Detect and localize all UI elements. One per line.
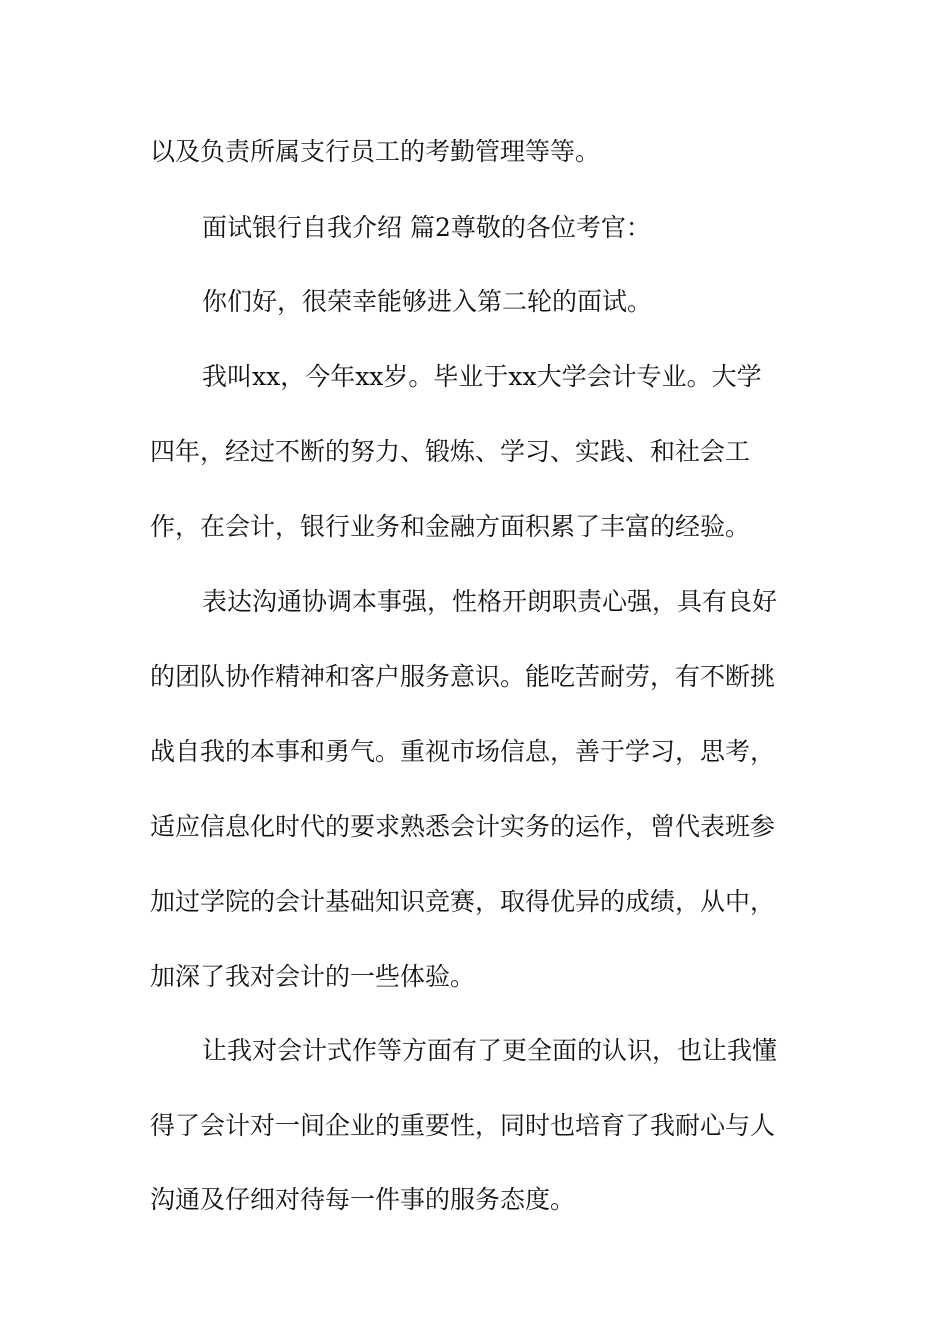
text-line: 的团队协作精神和客户服务意识。能吃苦耐劳，有不断挑	[150, 662, 776, 691]
text-line: 四年，经过不断的努力、锻炼、学习、实践、和社会工	[150, 437, 751, 466]
text-line: 沟通及仔细对待每一件事的服务态度。	[150, 1185, 576, 1214]
text-line: 我叫xx，今年xx岁。毕业于xx大学会计专业。大学	[202, 362, 762, 391]
text-line: 加过学院的会计基础知识竞赛，取得优异的成绩，从中，	[150, 887, 776, 916]
text-line: 得了会计对一间企业的重要性，同时也培育了我耐心与人	[150, 1111, 776, 1140]
text-line: 适应信息化时代的要求熟悉会计实务的运作，曾代表班参	[150, 812, 776, 841]
text-line: 你们好，很荣幸能够进入第二轮的面试。	[202, 287, 653, 316]
text-line: 以及负责所属支行员工的考勤管理等等。	[150, 137, 601, 166]
text-line: 让我对会计式作等方面有了更全面的认识，也让我懂	[202, 1036, 778, 1065]
text-line: 表达沟通协调本事强，性格开朗职责心强，具有良好	[202, 587, 778, 616]
text-line: 加深了我对会计的一些体验。	[150, 962, 476, 991]
section-heading: 面试银行自我介绍 篇2尊敬的各位考官：	[202, 213, 651, 242]
text-line: 作，在会计，银行业务和金融方面积累了丰富的经验。	[150, 512, 751, 541]
text-line: 战自我的本事和勇气。重视市场信息，善于学习，思考，	[150, 737, 776, 766]
